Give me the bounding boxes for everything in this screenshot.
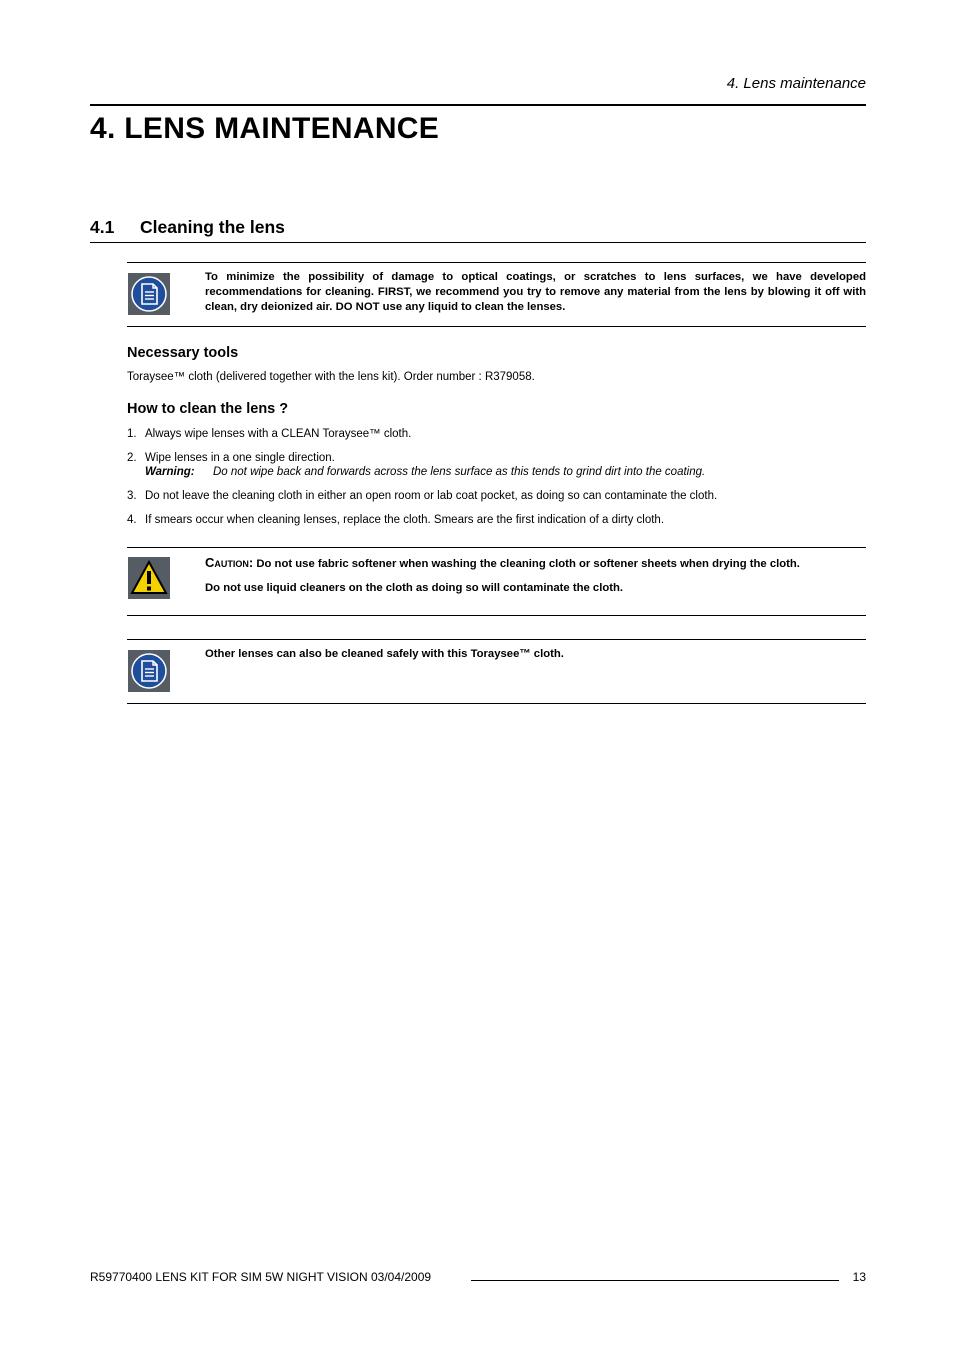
caution-label: Caution: (205, 555, 254, 570)
section-title (90, 217, 285, 238)
step-text: Wipe lenses in a one single direction. (145, 452, 335, 464)
caution-text-2: Do not use liquid cleaners on the cloth as doing so will contaminate the cloth. (205, 582, 624, 594)
step-body (145, 451, 866, 479)
warning-label: Warning: (145, 466, 195, 478)
final-note (127, 639, 866, 704)
step-text: Always wipe lenses with a CLEAN Toraysee™ cloth. (145, 428, 412, 440)
section-title-text: Cleaning the lens (140, 217, 285, 237)
footer-rule (471, 1280, 839, 1281)
footer-doc-info: R59770400 LENS KIT FOR SIM 5W NIGHT VISION 03/04/2009 (90, 1270, 432, 1284)
caution-text-1: Do not use fabric softener when washing the cleaning cloth or softener sheets when drying the cloth. (256, 558, 800, 570)
step-number: 2. (127, 452, 137, 464)
step-text: If smears occur when cleaning lenses, replace the cloth. Smears are the first indication of a dirty cloth. (145, 514, 665, 526)
intro-note (127, 262, 866, 327)
intro-note-text: To minimize the possibility of damage to optical coatings, or scratches to lens surfaces, we have developed recommendations for cleaning. FIRST, we recommend you try to remove any material from the lens by blowing it off with clean, dry deionized air. DO NOT use any liquid to clean the lenses. (205, 271, 866, 313)
warning-triangle-icon (128, 557, 170, 599)
caution-note-text (205, 555, 866, 596)
step-number: 3. (127, 490, 137, 502)
step-number: 1. (127, 428, 137, 440)
step-warning (145, 465, 866, 479)
header-rule (90, 104, 866, 106)
step-text: Do not leave the cleaning cloth in either an open room or lab coat pocket, as doing so can contaminate the cloth. (145, 490, 718, 502)
step-number: 4. (127, 514, 137, 526)
tools-heading: Necessary tools (127, 345, 239, 361)
section-rule (90, 242, 866, 243)
tools-text: Toraysee™ cloth (delivered together with the lens kit). Order number : R379058. (127, 371, 535, 383)
chapter-title: 4. LENS MAINTENANCE (90, 112, 440, 145)
warning-text: Do not wipe back and forwards across the lens surface as this tends to grind dirt into the coating. (213, 466, 706, 478)
running-header: 4. Lens maintenance (726, 75, 866, 92)
caution-paragraph-1 (205, 555, 866, 572)
caution-note (127, 547, 866, 616)
section-number: 4.1 (90, 217, 115, 237)
page-number: 13 (852, 1270, 866, 1284)
info-document-icon (128, 650, 170, 692)
info-document-icon (128, 273, 170, 315)
final-note-text: Other lenses can also be cleaned safely with this Toraysee™ cloth. (205, 648, 564, 660)
howto-heading: How to clean the lens ? (127, 401, 289, 417)
